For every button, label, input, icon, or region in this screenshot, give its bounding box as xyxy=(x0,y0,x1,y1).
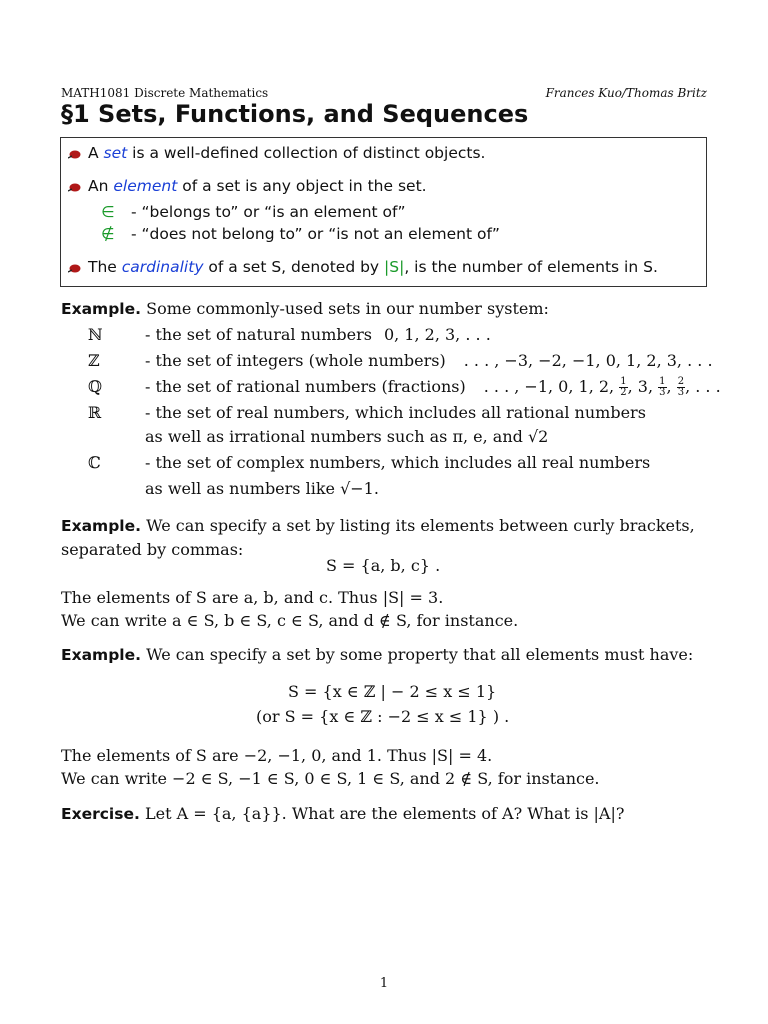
definition-set: A set is a well-defined collection of distinct objects. xyxy=(88,144,486,162)
example-3-line-3: We can write −2 ∈ S, −1 ∈ S, 0 ∈ S, 1 ∈ S, and 2 ∉ S, for instance. xyxy=(61,769,600,788)
example-3-equation-2: (or S = {x ∈ ℤ : −2 ≤ x ≤ 1} ) . xyxy=(256,707,510,726)
rationals-symbol: ℚ xyxy=(88,377,102,396)
page-number: 1 xyxy=(379,976,389,991)
natural-numbers-row: ℕ - the set of natural numbers 0, 1, 2, 3, . . . xyxy=(88,325,491,344)
definition-cardinality: The cardinality of a set S, denoted by |S|, is the number of elements in S. xyxy=(88,258,658,276)
reals-symbol: ℝ xyxy=(88,403,102,422)
authors: Frances Kuo/Thomas Britz xyxy=(545,86,707,100)
complex-row-cont: as well as numbers like √−1. xyxy=(145,479,379,498)
example-3-line-2: The elements of S are −2, −1, 0, and 1. Thus |S| = 4. xyxy=(61,746,493,765)
fraction-half: $\frac{1}{2}$ xyxy=(620,376,627,398)
term-cardinality: cardinality xyxy=(121,258,204,276)
example-2-equation: S = {a, b, c} . xyxy=(326,556,441,575)
rationals-row: ℚ - the set of rational numbers (fractions) . . . , −1, 0, 1, 2, $\frac{1}{2}$ , 3, $\frac{1}{3}$ , $\frac{2}{3}$ , . . . xyxy=(88,376,721,398)
example-2-line-3: The elements of S are a, b, and c. Thus |S| = 3. xyxy=(61,588,444,607)
fraction-third: $\frac{1}{3}$ xyxy=(659,376,666,398)
fraction-two-thirds: $\frac{2}{3}$ xyxy=(677,376,685,398)
course-name: MATH1081 Discrete Mathematics xyxy=(61,86,269,100)
reals-row-cont: as well as irrational numbers such as π, e, and √2 xyxy=(145,427,549,446)
definition-element: An element of a set is any object in the set. xyxy=(88,177,427,195)
example-1-intro: Example. Some commonly-used sets in our number system: xyxy=(61,299,549,318)
section-title: §1 Sets, Functions, and Sequences xyxy=(61,100,529,128)
reals-row: ℝ - the set of real numbers, which includes all rational numbers xyxy=(88,403,646,422)
integers-row: ℤ - the set of integers (whole numbers) . . . , −3, −2, −1, 0, 1, 2, 3, . . . xyxy=(88,351,713,370)
example-2-line-4: We can write a ∈ S, b ∈ S, c ∈ S, and d ∉ S, for instance. xyxy=(61,611,519,630)
in-symbol: ∈ xyxy=(101,203,115,221)
definitions-box xyxy=(60,137,707,287)
belongs-to-line: ∈ - “belongs to” or “is an element of” xyxy=(101,203,406,221)
complex-row: ℂ - the set of complex numbers, which includes all real numbers xyxy=(88,453,651,472)
term-element: element xyxy=(113,177,178,195)
example-3-equation-1: S = {x ∈ ℤ | − 2 ≤ x ≤ 1} xyxy=(288,682,497,701)
term-set: set xyxy=(103,144,128,162)
exercise: Exercise. Let A = {a, {a}}. What are the elements of A? What is |A|? xyxy=(61,804,625,823)
cardinality-symbol: |S| xyxy=(384,258,405,276)
bullet-ball-icon xyxy=(68,183,81,192)
complex-symbol: ℂ xyxy=(88,453,101,472)
example-2-line-1: Example. We can specify a set by listing its elements between curly brackets, xyxy=(61,516,695,535)
integers-symbol: ℤ xyxy=(88,351,100,370)
example-2-line-2: separated by commas: xyxy=(61,540,244,559)
naturals-symbol: ℕ xyxy=(88,325,103,344)
notin-symbol: ∉ xyxy=(101,225,115,243)
example-3-line-1: Example. We can specify a set by some property that all elements must have: xyxy=(61,645,694,664)
bullet-ball-icon xyxy=(68,150,81,159)
not-belongs-line: ∉ - “does not belong to” or “is not an element of” xyxy=(101,225,500,243)
bullet-ball-icon xyxy=(68,264,81,273)
